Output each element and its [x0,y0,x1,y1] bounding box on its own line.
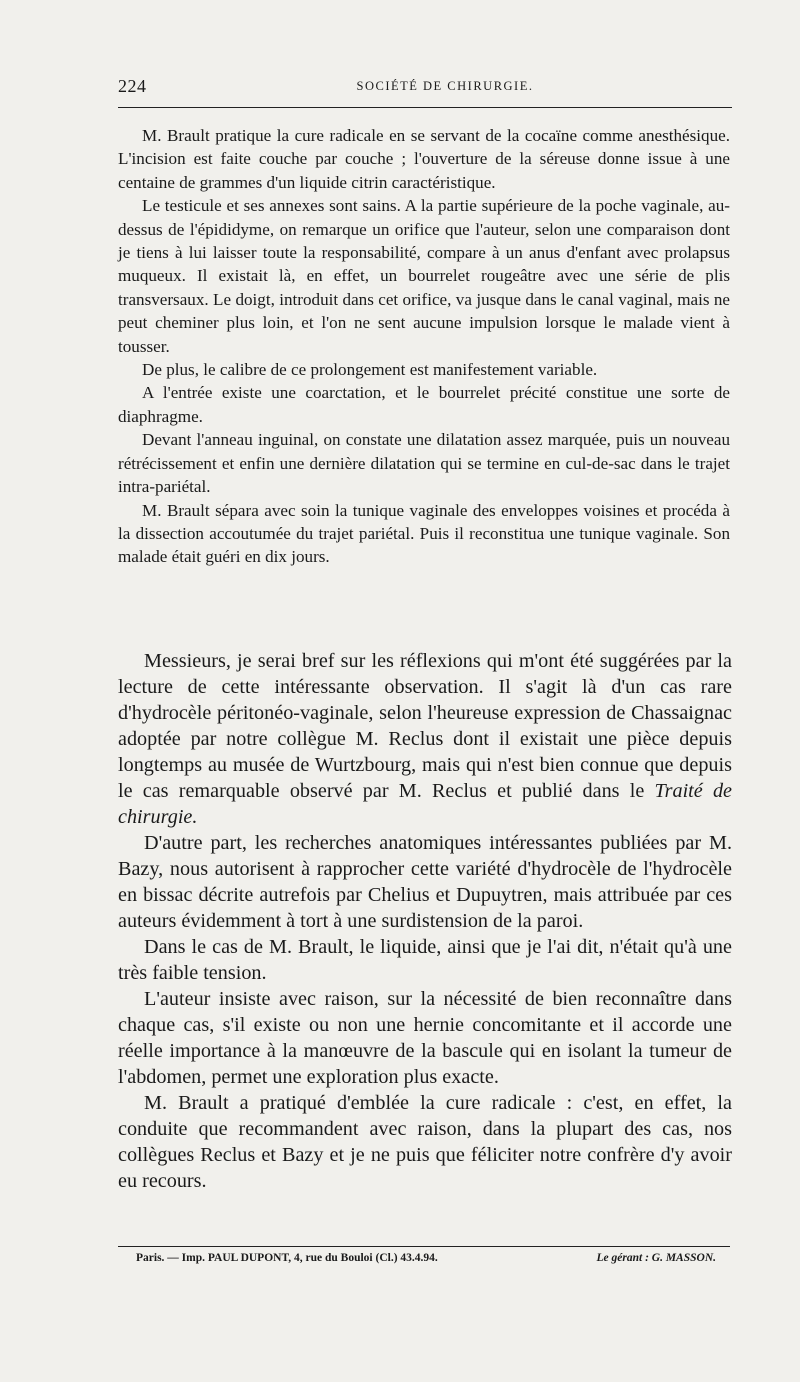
paragraph: M. Brault pratique la cure radicale en se servant de la cocaïne comme anesthésique. L'incision est faite couche par couche ; l'ouverture de la séreuse donne issue à une centaine de grammes d'un liquide citrin caractéristique. [118,126,730,192]
paragraph-text: Messieurs, je serai bref sur les réflexions qui m'ont été suggérées par la lecture de cette intéressante observation. Il s'agit là d'un cas rare d'hydrocèle péritonéo-vaginale, selon l'heureuse expression de Chassaignac adoptée par notre collègue M. Reclus dont il existait une pièce depuis longtemps au musée de Wurtzbourg, mais qui n'est bien connue que depuis le cas remarquable observé par M. Reclus et publié dans le [118,650,732,802]
paragraph: M. Brault a pratiqué d'emblée la cure radicale : c'est, en effet, la conduite que recommandent avec raison, dans la plupart des cas, nos collègues Reclus et Bazy et je ne puis que féliciter notre confrère d'y avoir eu recours. [118,1092,732,1192]
paragraph: M. Brault sépara avec soin la tunique vaginale des enveloppes voisines et procéda à la dissection accoutumée du trajet pariétal. Puis il reconstitua une tunique vaginale. Son malade était guéri en dix jours. [118,500,730,567]
imprint-text: Paris. — Imp. PAUL DUPONT, 4, rue du Bouloi (Cl.) 43.4.94. [136,1252,438,1264]
case-report-section [118,124,730,569]
paragraph: De plus, le calibre de ce prolongement est manifestement variable. [142,360,598,380]
paragraph [118,648,732,830]
paragraph: A l'entrée existe une coarctation, et le bourrelet précité constitue une sorte de diaphragme. [118,383,730,426]
cited-work-title: Traité de chirurgie. [118,780,733,828]
page-number: 224 [118,76,147,96]
paragraph: L'auteur insiste avec raison, sur la nécessité de bien reconnaître dans chaque cas, s'il existe ou non une hernie concomitante et il accorde une réelle importance à la manœuvre de la bascule qui en isolant la tumeur de l'abdomen, permet une exploration plus exacte. [118,988,732,1088]
paragraph: Dans le cas de M. Brault, le liquide, ainsi que je l'ai dit, n'était qu'à une très faible tension. [118,936,732,984]
paragraph: Devant l'anneau inguinal, on constate une dilatation assez marquée, puis un nouveau rétrécissement et enfin une dernière dilatation qui se termine en cul-de-sac dans le trajet intra-pariétal. [118,430,730,497]
page-header [118,76,732,100]
header-rule [118,107,732,108]
running-title: SOCIÉTÉ DE CHIRURGIE. [356,79,534,93]
paragraph: Le testicule et ses annexes sont sains. A la partie supérieure de la poche vaginale, au-dessus de l'épididyme, on remarque un orifice que l'auteur, selon une comparaison dont je tiens à lui laisser toute la responsabilité, compare à un anus d'enfant avec prolapsus muqueux. Il existait là, en effet, un bourrelet rougeâtre avec une série de plis transversaux. Le doigt, introduit dans cet orifice, va jusque dans le canal vaginal, mais ne peut cheminer plus loin, et l'on ne sent aucune impulsion lorsque le malade vient à tousser. [118,196,730,356]
paragraph: D'autre part, les recherches anatomiques intéressantes publiées par M. Bazy, nous autorisent à rapprocher cette variété d'hydrocèle de l'hydrocèle en bissac décrite autrefois par Chelius et Dupuytren, mais attribuée par ces auteurs évidemment à tort à une surdistension de la paroi. [118,832,732,932]
footer-rule [118,1246,730,1247]
commentary-section [118,648,732,1194]
manager-credit: Le gérant : G. MASSON. [596,1252,716,1264]
